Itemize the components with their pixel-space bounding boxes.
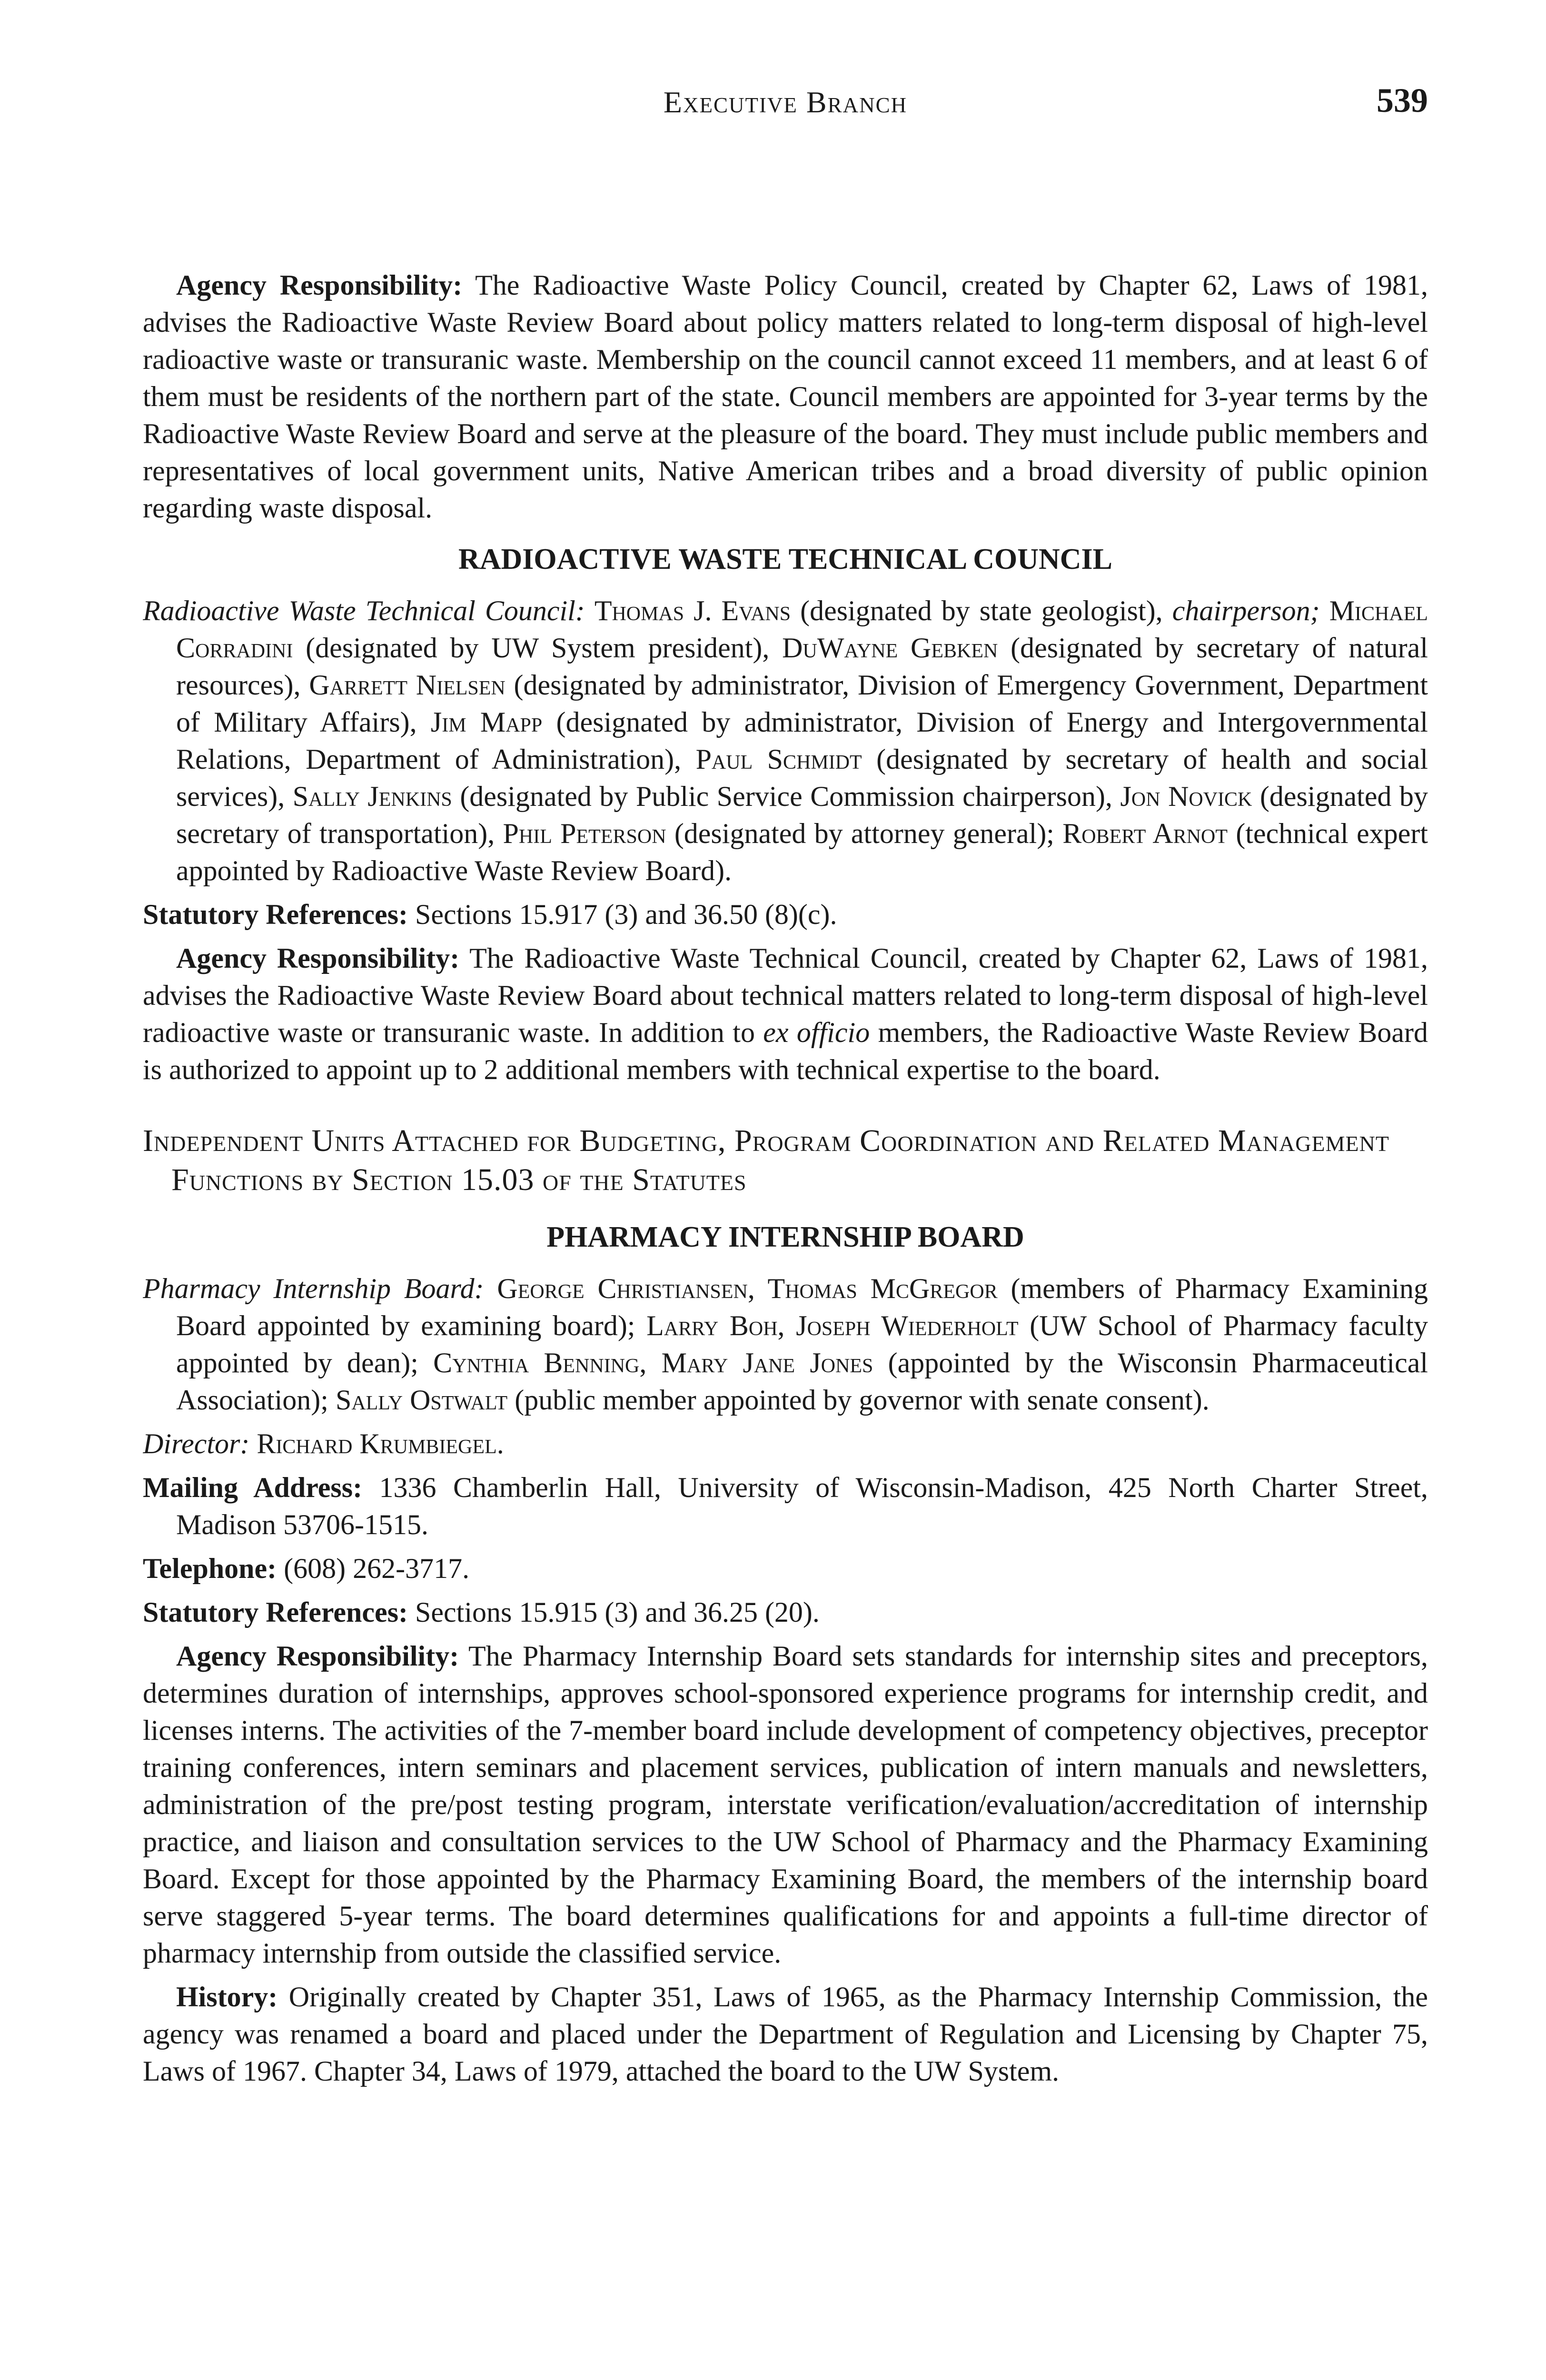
director-label: Director:	[143, 1428, 250, 1459]
member-role: (members of Pharmacy Examining Board appointed by examining board);	[176, 1273, 1428, 1341]
member-name: Larry Boh, Joseph Wiederholt	[646, 1310, 1019, 1341]
technical-members-label: Radioactive Waste Technical Council:	[143, 595, 585, 626]
member-role: (designated by state geologist),	[800, 595, 1163, 626]
member-name: Sally Jenkins	[292, 781, 452, 812]
member-role: (UW School of Pharmacy faculty appointed by dean);	[176, 1310, 1428, 1378]
document-page	[143, 76, 1428, 2380]
running-head	[143, 76, 1428, 124]
chairperson-label: chairperson;	[1172, 595, 1320, 626]
mailing-address-text: 1336 Chamberlin Hall, University of Wisconsin-Madison, 425 North Charter Street, Madison 53706-1515.	[176, 1472, 1428, 1540]
pharmacy-telephone	[143, 1550, 1428, 1587]
member-role: (designated by Public Service Commission chairperson),	[460, 781, 1113, 812]
pharmacy-history	[143, 1978, 1428, 2090]
member-role: (designated by secretary of natural resources),	[176, 632, 1428, 701]
history-label: History:	[176, 1981, 278, 2013]
member-name: Michael Corradini	[176, 595, 1428, 664]
member-name: Paul Schmidt	[695, 744, 862, 775]
pharmacy-members-label: Pharmacy Internship Board:	[143, 1273, 484, 1304]
history-text: Originally created by Chapter 351, Laws of 1965, as the Pharmacy Internship Commission, the agency was renamed a board and placed under the Department of Regulation and Licensing by Chapter 75, Laws of 1967. Chapter 34, Laws of 1979, attached the board to the UW System.	[143, 1981, 1428, 2087]
pharmacy-responsibility-label: Agency Responsibility:	[176, 1640, 459, 1672]
member-name: Cynthia Benning, Mary Jane Jones	[433, 1347, 873, 1378]
technical-council-responsibility	[143, 940, 1428, 1088]
member-role: (designated by secretary of transportation),	[176, 781, 1428, 849]
pharmacy-responsibility-text: The Pharmacy Internship Board sets standards for internship sites and preceptors, determines duration of internships, approves school-sponsored experience programs for internship credit, and licenses interns. The activities of the 7-member board include development of competency objectives, preceptor training conferences, intern seminars and placement services, publication of intern manuals and newsletters, administration of the pre/post testing program, interstate verification/evaluation/accreditation of internship practice, and liaison and consultation services to the UW School of Pharmacy and the Pharmacy Examining Board. Except for those appointed by the Pharmacy Examining Board, the members of the internship board serve staggered 5-year terms. The board determines qualifications for and appoints a full-time director of pharmacy internship from outside the classified service.	[143, 1640, 1428, 1969]
pharmacy-responsibility	[143, 1637, 1428, 1972]
pharmacy-board-heading: PHARMACY INTERNSHIP BOARD	[546, 1221, 1024, 1253]
member-name: Thomas J. Evans	[594, 595, 791, 626]
member-name: Jim Mapp	[430, 706, 543, 738]
technical-statutory-text: Sections 15.917 (3) and 36.50 (8)(c).	[415, 899, 837, 930]
policy-council-responsibility	[143, 267, 1428, 526]
policy-responsibility-label: Agency Responsibility:	[176, 269, 463, 301]
technical-responsibility-text-1: The Radioactive Waste Technical Council, created by Chapter 62, Laws of 1981, advises the Radioactive Waste Review Board about technical matters related to long-term disposal of high-level radioactive waste or transuranic waste. In addition to	[143, 942, 1428, 1048]
member-role: (designated by UW System president),	[306, 632, 770, 664]
pharmacy-mailing-address	[143, 1469, 1428, 1543]
director-name: Richard Krumbiegel.	[257, 1428, 504, 1459]
member-name: DuWayne Gebken	[782, 632, 998, 664]
member-role: (public member appointed by governor with senate consent).	[515, 1384, 1209, 1416]
technical-statutory-label: Statutory References:	[143, 899, 408, 930]
member-name: George Christiansen, Thomas McGregor	[497, 1273, 998, 1304]
pharmacy-director	[143, 1425, 1428, 1462]
member-role: (designated by administrator, Division of Energy and Intergovernmental Relations, Department of Administration),	[176, 706, 1428, 775]
technical-responsibility-text-2: members, the Radioactive Waste Review Board is authorized to appoint up to 2 additional members with technical expertise to the board.	[143, 1017, 1428, 1085]
pharmacy-statutory-text: Sections 15.915 (3) and 36.25 (20).	[415, 1597, 820, 1628]
member-name: Jon Novick	[1120, 781, 1252, 812]
policy-responsibility-text: The Radioactive Waste Policy Council, created by Chapter 62, Laws of 1981, advises the Radioactive Waste Review Board about policy matters related to long-term disposal of high-level radioactive waste or transuranic waste. Membership on the council cannot exceed 11 members, and at least 6 of them must be residents of the northern part of the state. Council members are appointed for 3-year terms by the Radioactive Waste Review Board and serve at the pleasure of the board. They must include public members and representatives of local government units, Native American tribes and a broad diversity of public opinion regarding waste disposal.	[143, 269, 1428, 524]
member-role: (designated by secretary of health and social services),	[176, 744, 1428, 812]
member-role: (technical expert appointed by Radioactive Waste Review Board).	[176, 818, 1428, 886]
page-number: 539	[1377, 81, 1428, 119]
technical-council-heading: RADIOACTIVE WASTE TECHNICAL COUNCIL	[458, 543, 1113, 575]
independent-units-section-title: Independent Units Attached for Budgeting, Program Coordination and Related Management Functions by Section 15.03 of the Statutes	[143, 1123, 1389, 1197]
member-name: Garrett Nielsen	[309, 669, 505, 701]
mailing-address-label: Mailing Address:	[143, 1472, 363, 1503]
member-role: (designated by attorney general);	[674, 818, 1054, 849]
ex-officio-term: ex officio	[763, 1017, 870, 1048]
technical-responsibility-label: Agency Responsibility:	[176, 942, 460, 974]
telephone-text: (608) 262-3717.	[284, 1553, 470, 1584]
technical-council-members	[143, 592, 1428, 889]
telephone-label: Telephone:	[143, 1553, 277, 1584]
member-name: Phil Peterson	[503, 818, 666, 849]
pharmacy-statutory-references	[143, 1594, 1428, 1631]
running-head-title: Executive Branch	[663, 85, 908, 119]
body-text	[143, 267, 1428, 2090]
member-name: Sally Ostwalt	[335, 1384, 508, 1416]
pharmacy-statutory-label: Statutory References:	[143, 1597, 408, 1628]
member-name: Robert Arnot	[1062, 818, 1228, 849]
member-role: (appointed by the Wisconsin Pharmaceutical Association);	[176, 1347, 1428, 1416]
technical-statutory-references	[143, 896, 1428, 933]
pharmacy-board-members	[143, 1270, 1428, 1418]
member-role: (designated by administrator, Division of Emergency Government, Department of Military Affairs),	[176, 669, 1428, 738]
